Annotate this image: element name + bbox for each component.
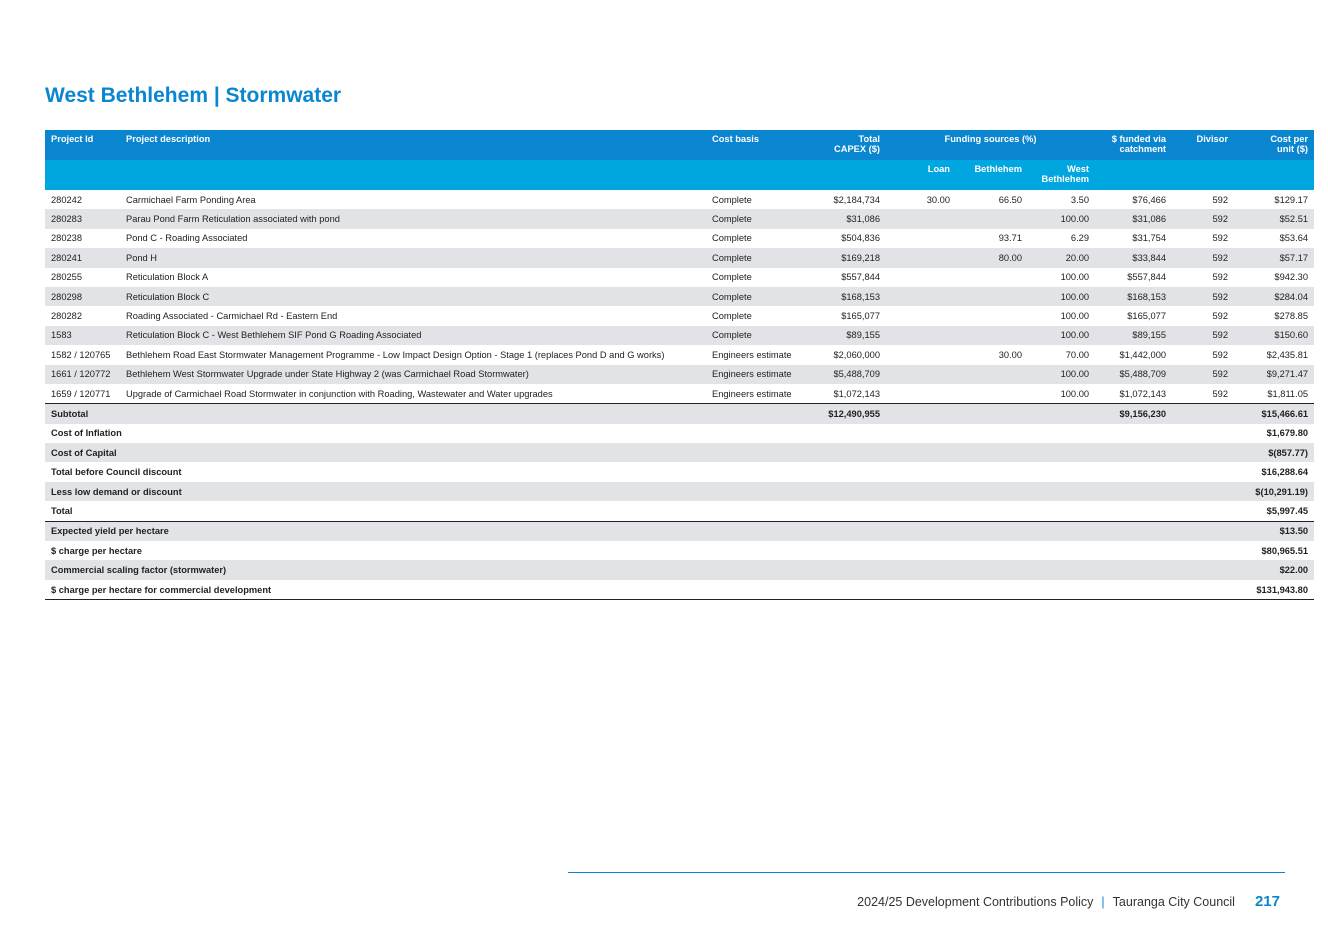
col-loan: Loan [886,160,956,190]
summary-row: $ charge per hectare $80,965.51 [51,545,1309,556]
table-row: 1583 Reticulation Block C - West Bethlehem SIF Pond G Roading Associated Complete $89,155 100.00 $89,155 592 $150.60 [45,326,1314,345]
col-bethlehem: Bethlehem [956,160,1028,190]
footer-document-title: 2024/25 Development Contributions Policy [857,895,1094,909]
col-cost-per-unit: Cost per unit ($) [1234,130,1314,160]
table-row: 280283 Parau Pond Farm Reticulation associated with pond Complete $31,086 100.00 $31,086 592 $52.51 [45,209,1314,228]
col-west-bethlehem: West Bethlehem [1028,160,1095,190]
col-total-capex: Total CAPEX ($) [811,130,886,160]
table-row: 280282 Roading Associated - Carmichael Rd - Eastern End Complete $165,077 100.00 $165,077 592 $278.85 [51,311,1309,322]
col-cost-basis: Cost basis [706,130,811,160]
summary-row: $ charge per hectare for commercial development $131,943.80 [45,580,1314,600]
footer-divider [568,872,1285,873]
summary-row: Total before Council discount $16,288.64 [51,467,1309,478]
summary-row: Commercial scaling factor (stormwater) $22.00 [45,560,1314,579]
summary-row: Cost of Capital $(857.77) [45,443,1314,462]
page-number: 217 [1254,893,1280,910]
table-row: 280241 Pond H Complete $169,218 80.00 20.00 $33,844 592 $57.17 [45,248,1314,267]
summary-row: Less low demand or discount $(10,291.19) [45,482,1314,501]
subtotal-row: Subtotal $12,490,955 $9,156,230 $15,466.61 [45,404,1314,424]
header-row [45,130,1314,160]
summary-row: Cost of Inflation $1,679.80 [51,428,1309,439]
table-row: 1582 / 120765 Bethlehem Road East Stormwater Management Programme - Low Impact Design Option - Stage 1 (replaces Pond D and G works) Engineers estimate $2,060,000 30.00 70.00 $1,442,000 592 $2,435.81 [51,349,1309,360]
subheader-row [45,160,1314,190]
col-funded-via-catchment: $ funded via catchment [1095,130,1172,160]
stormwater-table [45,130,1314,600]
col-funding-sources: Funding sources (%) [886,130,1095,160]
table-row: 280255 Reticulation Block A Complete $557,844 100.00 $557,844 592 $942.30 [51,272,1309,283]
footer-separator: | [1101,895,1105,909]
table-row: 1661 / 120772 Bethlehem West Stormwater Upgrade under State Highway 2 (was Carmichael Road Stormwater) Engineers estimate $5,488,709 100.00 $5,488,709 592 $9,271.47 [45,365,1314,384]
table-row: 1659 / 120771 Upgrade of Carmichael Road Stormwater in conjunction with Roading, Wastewater and Water upgrades Engineers estimate $1,072,143 100.00 $1,072,143 592 $1,811.05 [51,388,1309,399]
table-row: 280238 Pond C - Roading Associated Complete $504,836 93.71 6.29 $31,754 592 $53.64 [51,233,1309,244]
page-footer [857,893,1280,910]
col-divisor: Divisor [1172,130,1234,160]
footer-organisation: Tauranga City Council [1112,895,1235,909]
page-title: West Bethlehem | Stormwater [45,84,342,107]
col-project-id: Project Id [45,130,120,160]
summary-row: Expected yield per hectare $13.50 [45,521,1314,541]
total-row: Total $5,997.45 [45,501,1314,521]
col-project-description: Project description [120,130,706,160]
table-row: 280298 Reticulation Block C Complete $168,153 100.00 $168,153 592 $284.04 [45,287,1314,306]
table-row: 280242 Carmichael Farm Ponding Area Complete $2,184,734 30.00 66.50 3.50 $76,466 592 $129.17 [51,194,1309,205]
